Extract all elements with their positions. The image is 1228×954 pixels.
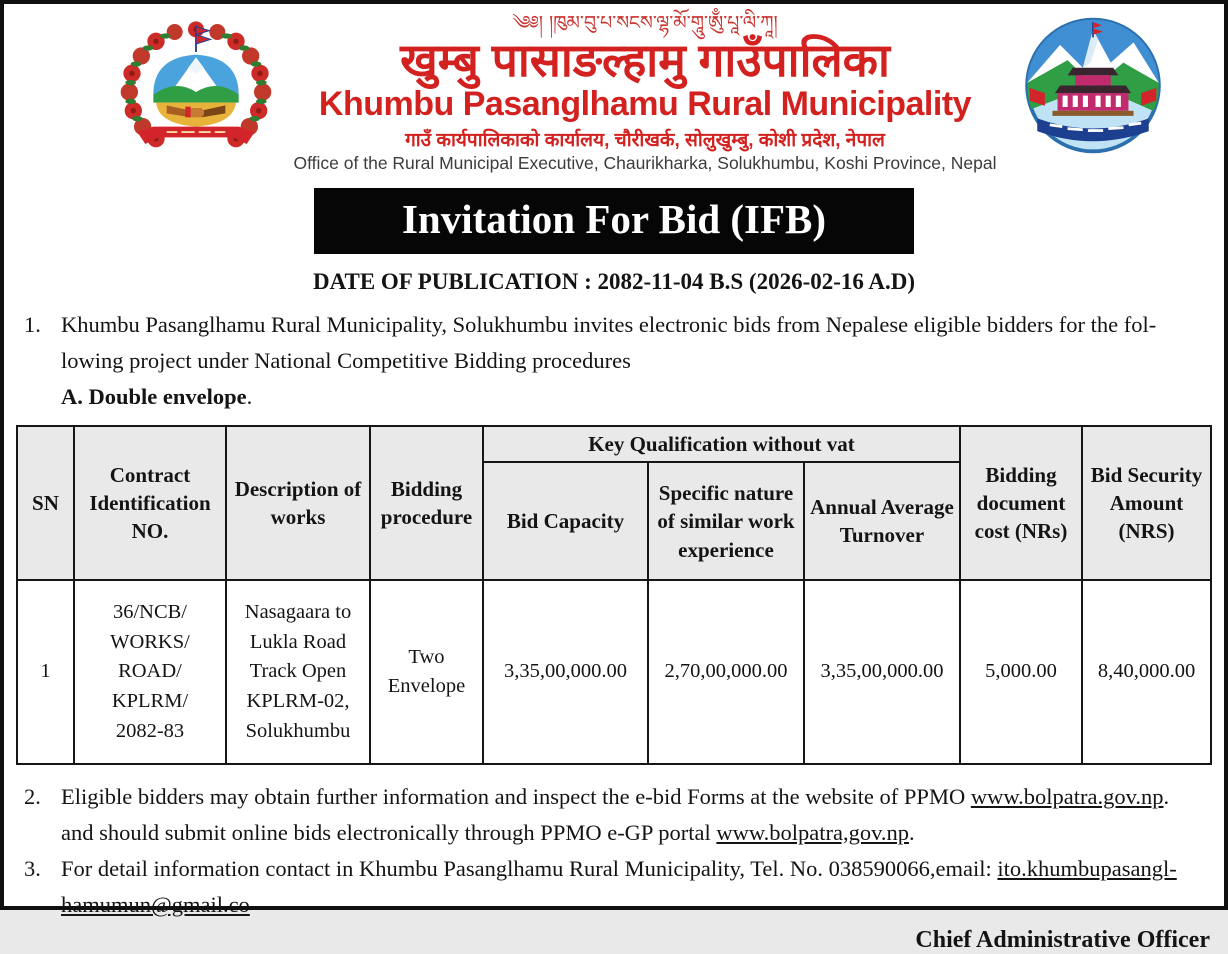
description-line: KPLRM-02, — [246, 690, 350, 713]
contract-id-line: 36/NCB/ — [112, 601, 187, 624]
col-header-annual-turnover: Annual Average Turnover — [804, 462, 960, 580]
item-2-line-2 — [61, 815, 1210, 851]
contract-id-line: KPLRM/ — [111, 690, 189, 713]
item-2-line-1 — [61, 779, 1210, 815]
item-2-text — [61, 779, 1210, 851]
contract-id-line: WORKS/ — [110, 630, 190, 653]
cell-doc-cost: 5,000.00 — [960, 580, 1082, 764]
procedure-line: Two — [408, 645, 445, 668]
col-header-bid-capacity: Bid Capacity — [483, 462, 648, 580]
list-item-2 — [4, 779, 1224, 851]
municipality-title-english: Khumbu Pasanglhamu Rural Municipality — [318, 85, 972, 124]
item-2-line-1-text: Eligible bidders may obtain further information and inspect the e-bid Forms at the website of PPMO — [61, 784, 971, 810]
cell-specific-nature: 2,70,00,000.00 — [648, 580, 804, 764]
contract-id-line: ROAD/ — [118, 660, 182, 683]
egp-portal-link[interactable]: www.bolpatra,gov.np — [716, 820, 910, 846]
cell-bidding-procedure — [370, 580, 483, 764]
col-group-key-qualification: Key Qualification without vat — [483, 426, 960, 462]
item-3-line-2 — [61, 887, 1210, 923]
item-3-line-1-text: For detail information contact in Khumbu Pasanglhamu Rural Municipality, Tel. No. 038590066,email: — [61, 856, 998, 882]
contract-id-line: 2082-83 — [115, 719, 185, 742]
municipality-emblem-icon — [1014, 12, 1172, 169]
double-envelope-period: . — [246, 384, 253, 409]
item-1-line-2: lowing project under National Competitive Bidding procedures — [61, 348, 631, 373]
nepal-government-emblem-icon — [116, 12, 276, 177]
tibetan-script-line: ༄༅། །ཁུམ་བུ་པ་སངས་ལྷ་མོ་གཱུ་ཨུྃ་པཱ་ལི་ཀཱ། — [512, 12, 778, 34]
office-address-nepali: गाउँ कार्यपालिकाको कार्यालय, चौरीखर्क, सोलुखुम्बु, कोशी प्रदेश, नेपाल — [405, 130, 885, 152]
col-header-bid-security: Bid Security Amount (NRS) — [1082, 426, 1211, 580]
publication-date-line: DATE OF PUBLICATION : 2082-11-04 B.S (2026-02-16 A.D) — [312, 269, 916, 294]
col-header-doc-cost: Bidding document cost (NRs) — [960, 426, 1082, 580]
col-header-specific-nature: Specific nature of similar work experience — [648, 462, 804, 580]
item-2-number: 2. — [24, 784, 41, 810]
invitation-for-bid-banner: Invitation For Bid (IFB) — [314, 188, 914, 254]
item-1-line-1: Khumbu Pasanglhamu Rural Municipality, Solukhumbu invites electronic bids from Nepalese eligible bidders for the fol- — [61, 312, 1157, 337]
list-item-1 — [4, 307, 1224, 415]
description-line: Track Open — [249, 660, 347, 683]
item-2-line-2-text: and should submit online bids electronically through PPMO e-GP portal — [61, 820, 717, 846]
item-1-subitem — [61, 379, 1210, 415]
item-3-line-1 — [61, 851, 1210, 887]
item-2-line-1-period: . — [1163, 784, 1170, 810]
item-2-line-2-period: . — [909, 820, 915, 846]
municipality-title-nepali: खुम्बु पासाङल्हामु गाउँपालिका — [400, 33, 890, 86]
signature-title: Chief Administrative Officer — [915, 927, 1210, 954]
cell-description — [226, 580, 370, 764]
list-item-3 — [4, 851, 1224, 923]
cell-bid-capacity: 3,35,00,000.00 — [483, 580, 648, 764]
item-3-text — [61, 851, 1210, 923]
col-header-sn: SN — [17, 426, 74, 580]
document-header — [4, 4, 1224, 177]
cell-annual-turnover: 3,35,00,000.00 — [804, 580, 960, 764]
description-line: Solukhumbu — [245, 719, 351, 742]
ppmo-website-link[interactable]: www.bolpatra.gov.np — [970, 784, 1164, 810]
office-address-english: Office of the Rural Municipal Executive, Chaurikharka, Solukhumbu, Koshi Province, Nepal — [293, 153, 997, 174]
item-3-number: 3. — [24, 856, 41, 882]
item-1-number: 1. — [24, 312, 41, 337]
col-header-bidding-procedure: Bidding procedure — [370, 426, 483, 580]
header-text-block — [276, 12, 1014, 174]
cell-bid-security: 8,40,000.00 — [1082, 580, 1211, 764]
bid-details-table — [16, 425, 1212, 765]
description-line: Nasagaara to — [244, 601, 352, 624]
item-1-text — [61, 307, 1210, 415]
contact-email-link-part-1[interactable]: ito.khumbupasangl- — [997, 856, 1177, 882]
contact-email-link-part-2[interactable]: hamumun@gmail.co — [61, 892, 250, 918]
procedure-line: Envelope — [387, 675, 466, 698]
double-envelope-label: A. Double envelope — [61, 384, 247, 409]
cell-contract-id — [74, 580, 226, 764]
col-header-contract-id: Contract Identification NO. — [74, 426, 226, 580]
col-header-description: Description of works — [226, 426, 370, 580]
cell-sn: 1 — [17, 580, 74, 764]
description-line: Lukla Road — [249, 630, 347, 653]
table-row — [17, 580, 1211, 764]
